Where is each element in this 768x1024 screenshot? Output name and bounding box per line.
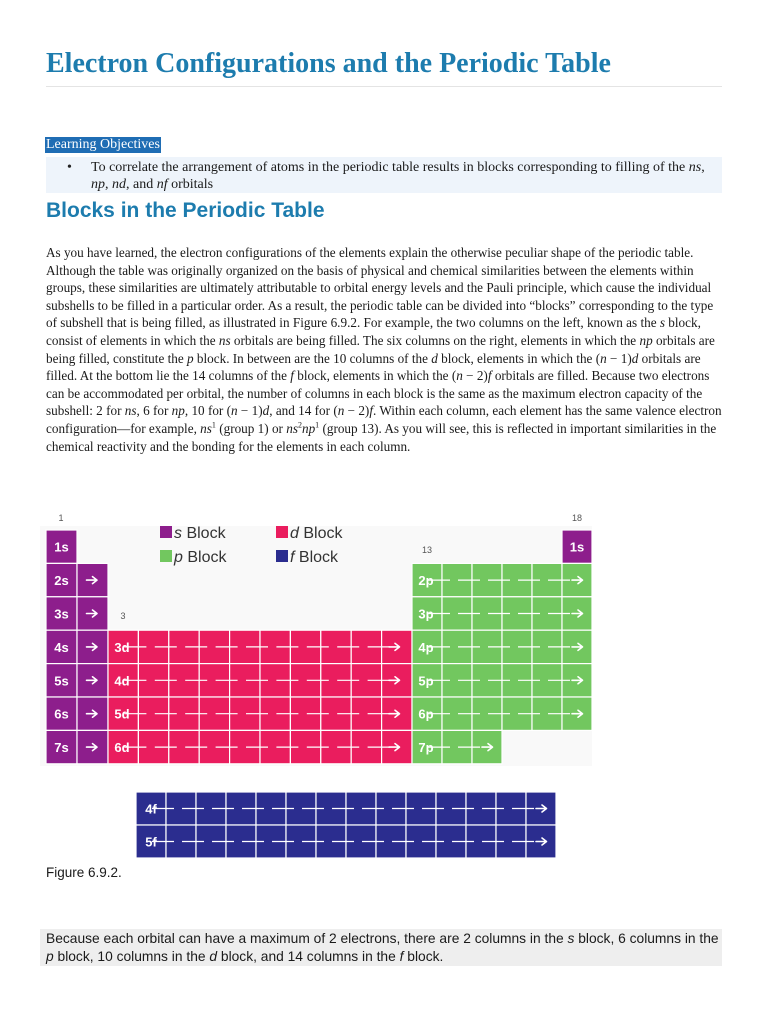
f-block-label: 4f — [145, 801, 157, 817]
s-block-label: 2s — [54, 573, 69, 589]
p-block-label: 4p — [418, 639, 434, 655]
body-paragraph: As you have learned, the electron configurations of the elements explain the otherwise peculiar shape of the periodic table. Although the table was originally organized on the basis of physical and chemical similarities between the elements within groups, these similarities are ultimately attributable to orbital energy levels and the Pauli principle, which cause the individual subshells to be filled in a particular order. As a result, the periodic table can be divided into “blocks” corresponding to the type of subshell that is being filled, as illustrated in Figure 6.9.2. For example, the two columns on the left, known as the s block, consist of elements in which the ns orbitals are being filled. The six columns on the right, elements in which the np orbitals are being filled, constitute the p block. In between are the 10 columns of the d block, elements in which the (n − 1)d orbitals are filled. At the bottom lie the 14 columns of the f block, elements in which the (n − 2)f orbitals are filled. Because two electrons can be accommodated per orbital, the number of columns in each block is the same as the maximum electron capacity of the subshell: 2 for ns, 6 for np, 10 for (n − 1)d, and 14 for (n − 2)f. Within each column, each element has the same valence electron configuration—for example, $ns^1$ (group 1) or $ns^2np^1$ (group 13). As you will see, this is reflected in important similarities in the chemical reactivity and the bonding for the elements in each column. — [46, 245, 722, 454]
group-label-3: 3 — [120, 611, 126, 621]
p-block-label: 1s — [569, 539, 585, 555]
periodic-table-blocks-figure — [40, 508, 600, 858]
bullet-icon: • — [67, 160, 72, 175]
d-block-label: 4d — [114, 673, 130, 689]
s-block-legend-swatch — [160, 526, 172, 538]
s-block-label: 4s — [54, 639, 69, 655]
figure-description: Because each orbital can have a maximum of 2 electrons, there are 2 columns in the s block, 6 columns in the p block, 10 columns in the d block, and 14 columns in the f block. — [46, 931, 719, 964]
p-block-label: 2p — [418, 573, 434, 589]
s-block-legend-label: s Block — [174, 525, 226, 542]
p-block-label: 5p — [418, 673, 434, 689]
p-block-legend-label: p Block — [174, 549, 227, 566]
figure-caption: Figure 6.9.2. — [46, 865, 122, 880]
p-block-label: 3p — [418, 606, 434, 622]
f-block-label: 5f — [145, 834, 157, 850]
learning-objectives-label: Learning Objectives — [46, 137, 160, 152]
page-title: Electron Configurations and the Periodic Table — [46, 48, 611, 79]
group-label-18: 18 — [571, 513, 583, 523]
d-block-label: 6d — [114, 740, 130, 756]
s-block-label: 6s — [54, 706, 69, 722]
section-heading: Blocks in the Periodic Table — [46, 199, 325, 222]
d-block-legend-swatch — [276, 526, 288, 538]
learning-objective-item: To correlate the arrangement of atoms in the periodic table results in blocks corresponding to filling of the ns, np, nd, and nf orbitals — [91, 160, 705, 192]
group-label-1: 1 — [58, 513, 64, 523]
p-block-legend-swatch — [160, 550, 172, 562]
d-block-label: 5d — [114, 706, 130, 722]
title-divider — [46, 86, 722, 87]
f-block-legend-label: f Block — [290, 549, 339, 566]
p-block-label: 7p — [418, 740, 434, 756]
d-block-label: 3d — [114, 639, 130, 655]
d-block-legend-label: d Block — [290, 525, 343, 542]
s-block-label: 3s — [54, 606, 69, 622]
s-block-label: 5s — [54, 673, 69, 689]
group-label-13: 13 — [421, 545, 433, 555]
p-block-label: 6p — [418, 706, 434, 722]
s-block-label: 1s — [54, 539, 69, 555]
s-block-label: 7s — [54, 740, 69, 756]
f-block-legend-swatch — [276, 550, 288, 562]
